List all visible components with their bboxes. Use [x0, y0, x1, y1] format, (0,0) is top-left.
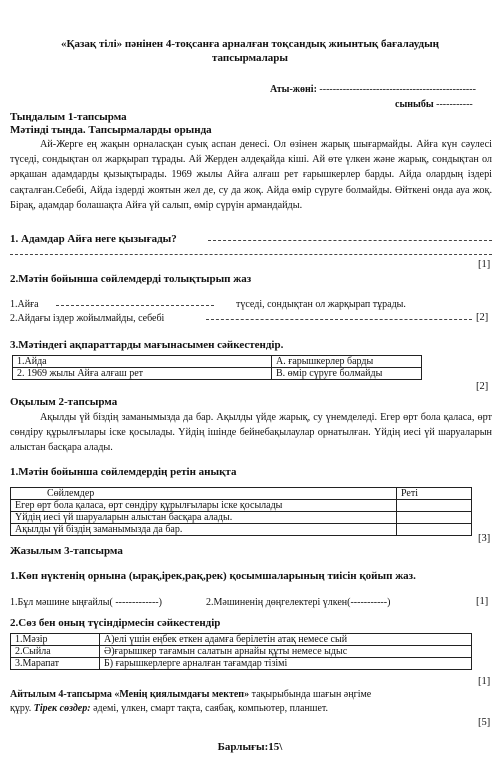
table-row [11, 634, 472, 646]
table-row [11, 646, 472, 658]
section3-heading: Жазылым 3-тапсырма [10, 545, 123, 557]
s4-score: [5] [478, 717, 491, 728]
name-field [270, 84, 476, 95]
definition-cell: Б) ғарышкерлерге арналған тағамдар тізімі [100, 658, 472, 670]
s1-q3-score: [2] [476, 381, 489, 392]
s3-matching-table [10, 633, 472, 670]
s1-q1-answer-line [208, 240, 492, 241]
listening-text [10, 137, 492, 233]
section1-instruction: Мәтінді тыңда. Тапсырмаларды орында [10, 124, 212, 136]
section4-line2-start: құру. [10, 703, 34, 714]
s1-matching-table [12, 355, 422, 380]
table-row [11, 500, 472, 512]
class-field [395, 99, 473, 110]
s1-question-3: 3.Мәтіндегі ақпараттарды мағынасымен сәйкестендір. [10, 339, 284, 351]
matching-right-cell: В. өмір сүруге болмайды [272, 368, 422, 380]
order-cell[interactable] [397, 500, 472, 512]
s1-q2-a-start: 1.Айға [10, 299, 39, 310]
s1-q2-a-blank [56, 305, 214, 306]
matching-right-cell: А. ғарышкерлер барды [272, 356, 422, 368]
s2-order-table [10, 487, 472, 536]
total-score: Барлығы:15\ [217, 741, 283, 753]
word-cell: 2.Сыйла [11, 646, 100, 658]
name-blank: ----------------------------------------------- [319, 84, 476, 95]
listening-text-body: Ай-Жерге ең жақын орналасқан суық аспан денесі. Ол өзінен жарық шығармайды. Айға күн сәулесі түседі, сондықтан ол жарқырап тұрады. Ай Жерден әлдеқайда кіші. Ай өте үлкен және жарық, сондықтан ол әрқашан адамдарды қызықтырады. 1969 жылы Айға алғаш рет ғарышкерлер барды. Айда олардың іздері сақталған.Себебі, Айда іздерді жоятын жел де, су да жоқ. Айда өмір сүруге болмайды. Өйткені онда ауа жоқ. Бірақ, адамдар болашақта Айға үй салып, өмір сүрүін армандайды. [10, 139, 492, 211]
s1-q2-b-start: 2.Айдағы іздер жойылмайды, себебі [10, 313, 165, 324]
header-order: Реті [397, 488, 472, 500]
s1-q2-a-end: түседі, сондықтан ол жарқырап тұрады. [236, 299, 406, 310]
keywords-label: Тірек сөздер: [33, 703, 91, 714]
s1-question-2: 2.Мәтін бойынша сөйлемдерді толықтырып жаз [10, 273, 252, 285]
sentence-cell: Үйдің иесі үй шаруаларын алыстан басқара алады. [11, 512, 397, 524]
name-label: Аты-жөні: [270, 84, 317, 95]
table-row [13, 356, 422, 368]
reading-text-body: Ақылды үй біздің заманымызда да бар. Ақылды үйде жарық, су үнемделеді. Егер өрт бола қалаcа, өрт сөндіру құрылғылары іске қосылады. Үйдің ішінде бейнебақылаулар орнатылған. Үйдің иесі үй шаруаларын алыстан басқара алады. [10, 412, 492, 454]
sentence-cell: Егер өрт бола қалаcа, өрт сөндіру құрылғылары іске қосылады [11, 500, 397, 512]
s1-q2-b-blank [206, 319, 472, 320]
section4-keywords-line [10, 703, 328, 714]
reading-text [10, 410, 492, 458]
s3-q1-item-b: 2.Мәшиненің дөңгелектері үлкен(-----------) [206, 597, 391, 608]
sentence-cell: Ақылды үй біздің заманымызда да бар. [11, 524, 397, 536]
s2-score: [3] [478, 533, 491, 544]
keywords: әдемі, үлкен, смарт тақта, саябақ, компьютер, планшет. [90, 703, 329, 714]
s3-q1-item-a: 1.Бұл мәшине ыңғайлы( -------------) [10, 597, 162, 608]
matching-left-cell: 1.Айда [13, 356, 272, 368]
s1-q1-answer-line-2 [10, 254, 492, 255]
class-label: сыныбы [395, 99, 434, 110]
section4-heading-rest: тақырыбында шағын әңгіме [249, 689, 372, 700]
order-cell[interactable] [397, 524, 472, 536]
definition-cell: Ә)ғарышкер тағамын салатын арнайы құты немесе ыдыс [100, 646, 472, 658]
definition-cell: А)елі үшін еңбек еткен адамға берілетін атақ немесе сый [100, 634, 472, 646]
table-row [13, 368, 422, 380]
s3-q1-score: [1] [476, 596, 489, 607]
s1-q1-score: [1] [478, 259, 491, 270]
s2-question-1: 1.Мәтін бойынша сөйлемдердің ретін анықта [10, 466, 237, 478]
title-line-1: «Қазақ тілі» пәнінен 4-тоқсанға арналған тоқсандық жиынтық бағалаудың [60, 38, 440, 50]
section2-heading: Оқылым 2-тапсырма [10, 396, 118, 408]
section4-heading: Айтылым 4-тапсырма «Менің қиялымдағы мектеп» [10, 689, 250, 700]
s1-q2-score: [2] [476, 312, 489, 323]
table-header-row [11, 488, 472, 500]
header-sentences: Сөйлемдер [11, 488, 397, 500]
table-row [11, 658, 472, 670]
s3-question-1: 1.Көп нүктенің орнына (ырақ,ірек,рақ,рек) қосымшаларының тиісін қойып жаз. [10, 570, 416, 582]
matching-left-cell: 2. 1969 жылы Айға алғаш рет [13, 368, 272, 380]
table-row [11, 524, 472, 536]
class-blank: ----------- [436, 99, 473, 110]
table-row [11, 512, 472, 524]
word-cell: 3.Марапат [11, 658, 100, 670]
order-cell[interactable] [397, 512, 472, 524]
title-line-2: тапсырмалары [211, 52, 289, 64]
word-cell: 1.Мәзір [11, 634, 100, 646]
s1-question-1: 1. Адамдар Айға неге қызығады? [10, 233, 177, 245]
s3-q2-score: [1] [478, 676, 491, 687]
section1-heading: Тыңдалым 1-тапсырма [10, 111, 127, 123]
s3-question-2: 2.Сөз бен оның түсіндірмесін сәйкестендір [10, 617, 221, 629]
section4-heading-line [10, 689, 371, 700]
